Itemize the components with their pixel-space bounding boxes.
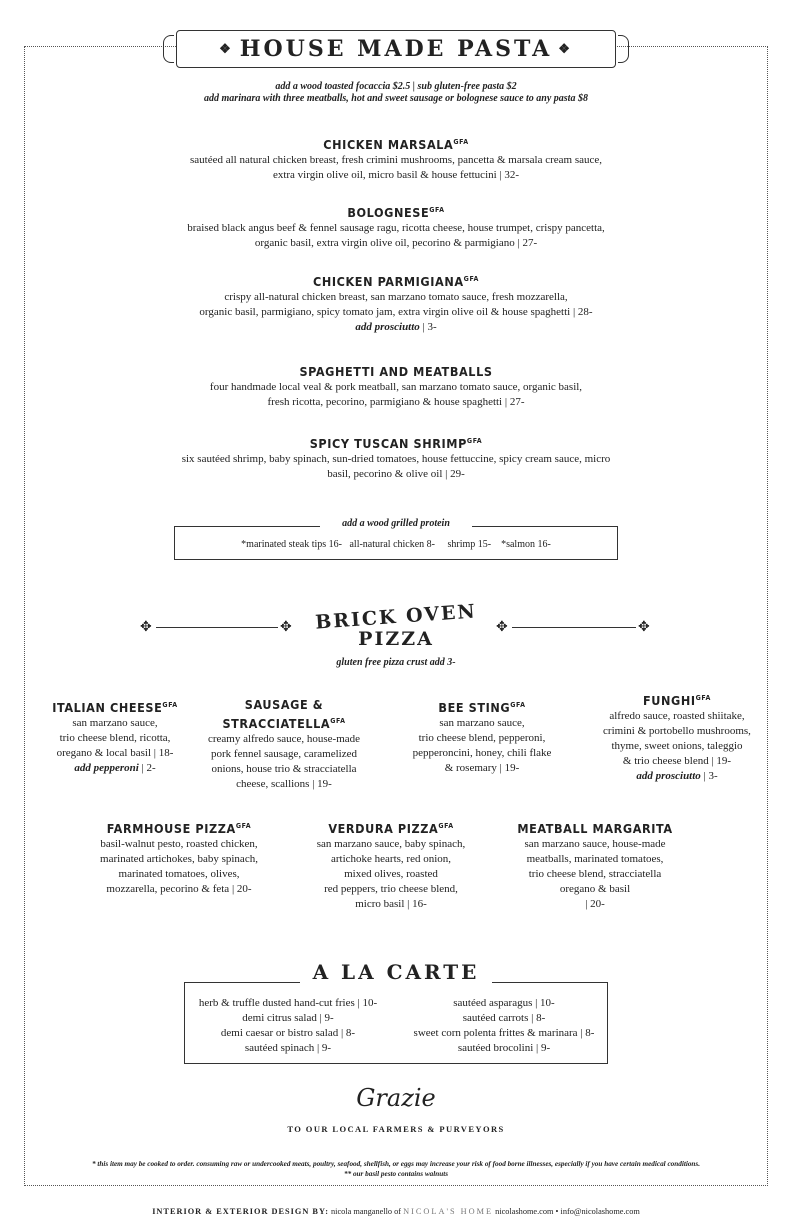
menu-item xyxy=(198,697,370,792)
dish-description: san marzano sauce, baby spinach, xyxy=(316,838,466,851)
menu-item xyxy=(0,271,792,335)
dish-description: basil-walnut pesto, roasted chicken, xyxy=(100,838,258,851)
pizza-note: gluten free pizza crust add 3- xyxy=(336,657,456,668)
thanks-line: TO OUR LOCAL FARMERS & PURVEYORS xyxy=(287,1124,505,1134)
footer-contact: nicolashome.com • info@nicolashome.com xyxy=(493,1207,640,1216)
menu-item xyxy=(0,433,792,482)
dish-name: MEATBALL MARGARITA xyxy=(517,821,673,837)
list-item: demi citrus salad | 9- xyxy=(242,1012,334,1024)
disclaimer: * this item may be cooked to order. consuming raw or undercooked meats, poultry, seafood, shellfish, or eggs may increase your risk of food borne illnesses, especially if you have certain medical conditions. xyxy=(91,1160,701,1168)
fleur-ornament-icon: ✥ xyxy=(140,620,152,635)
dish-description: micro basil | 16- xyxy=(355,898,427,911)
carte-left-list xyxy=(190,996,386,1056)
footer-label: INTERIOR & EXTERIOR DESIGN BY: xyxy=(152,1207,329,1216)
menu-item xyxy=(0,134,792,183)
pasta-note: add marinara with three meatballs, hot and sweet sausage or bolognese sauce to any pasta $8 xyxy=(204,93,588,104)
protein-items: *marinated steak tips 16- all-natural chicken 8- shrimp 15- *salmon 16- xyxy=(241,539,551,550)
dish-name: CHICKEN $PARMIGIANA^{GFA}$ xyxy=(312,274,480,290)
dish-description: & rosemary | 19- xyxy=(444,762,520,775)
menu-item xyxy=(296,818,486,912)
dish-name: BEE $STING^{GFA}$ xyxy=(438,700,526,716)
brand-logo: NICOLA'S HOME xyxy=(403,1207,494,1216)
footer-designer: nicola manganello of xyxy=(328,1207,404,1216)
menu-item xyxy=(592,690,762,784)
dish-description: cheese, scallions | 19- xyxy=(236,778,332,791)
dish-description: extra virgin olive oil, micro basil & house fettucini | 32- xyxy=(272,169,520,182)
diamond-ornament-icon: ❖ xyxy=(558,41,573,57)
pizza-title-line: BRICK OVEN xyxy=(314,600,478,634)
dish-addon: add prosciutto | 3- xyxy=(636,770,718,783)
list-item: herb & truffle dusted hand-cut fries | 10- xyxy=(198,997,378,1009)
dish-description: fresh ricotta, pecorino, parmigiano & house spaghetti | 27- xyxy=(267,396,525,409)
dish-description: & trio cheese blend | 19- xyxy=(622,755,732,768)
menu-item xyxy=(396,697,568,776)
dish-description: thyme, sweet onions, taleggio xyxy=(611,740,743,753)
page-title xyxy=(176,30,616,68)
list-item: demi caesar or bistro salad | 8- xyxy=(220,1027,356,1039)
list-item: sautéed spinach | 9- xyxy=(244,1042,332,1054)
dish-description: red peppers, trio cheese blend, xyxy=(324,883,458,896)
dish-addon: add pepperoni | 2- xyxy=(74,762,156,775)
dish-description: basil, pecorino & olive oil | 29- xyxy=(327,468,465,481)
dish-description: meatballs, marinated tomatoes, xyxy=(526,853,664,866)
dish-description: trio cheese blend, ricotta, xyxy=(59,732,171,745)
dish-name: FARMHOUSE $PIZZA^{GFA}$ xyxy=(106,821,252,837)
pasta-note: add a wood toasted focaccia $2.5 | sub gluten-free pasta $2 xyxy=(275,81,517,92)
dish-description: onions, house trio & stracciatella xyxy=(211,763,357,776)
dish-description: san marzano sauce, house-made xyxy=(524,838,666,851)
dish-description: san marzano sauce, xyxy=(72,717,158,730)
dish-name: $FUNGHI^{GFA}$ xyxy=(643,693,711,709)
fleur-ornament-icon: ✥ xyxy=(280,620,292,635)
dish-description: alfredo sauce, roasted shiitake, xyxy=(609,710,745,723)
disclaimer-note: ** our basil pesto contains walnuts xyxy=(343,1170,449,1178)
dish-description: pepperoncini, honey, chili flake xyxy=(412,747,552,760)
dish-description: pork fennel sausage, caramelized xyxy=(211,748,357,761)
dish-addon: add prosciutto | 3- xyxy=(355,321,437,334)
carte-right-list xyxy=(406,996,602,1056)
dish-description: organic basil, parmigiano, spicy tomato jam, extra virgin olive oil & house spaghetti | 28- xyxy=(199,306,593,319)
section-title: A LA CARTE xyxy=(300,960,492,986)
page-title-text: HOUSE MADE PASTA xyxy=(239,36,553,62)
pizza-title-line: PIZZA xyxy=(358,628,434,650)
dish-description: sautéed all natural chicken breast, fresh crimini mushrooms, pancetta & marsala cream sauce, xyxy=(189,154,603,167)
dish-description: | 20- xyxy=(585,898,605,911)
diamond-ornament-icon: ❖ xyxy=(219,41,234,57)
dish-name: CHICKEN $MARSALA^{GFA}$ xyxy=(323,137,469,153)
fleur-ornament-icon: ✥ xyxy=(496,620,508,635)
dish-description: organic basil, extra virgin olive oil, pecorino & parmigiano | 27- xyxy=(254,237,538,250)
dish-description: oregano & basil xyxy=(559,883,631,896)
dish-description: san marzano sauce, xyxy=(439,717,525,730)
list-item: sautéed asparagus | 10- xyxy=(453,997,555,1009)
dish-name: $BOLOGNESE^{GFA}$ xyxy=(347,205,445,221)
protein-title: add a wood grilled protein xyxy=(320,517,472,530)
list-item: sweet corn polenta frittes & marinara | 8- xyxy=(413,1027,595,1039)
dish-name: SAUSAGE & $STRACCIATELLA^{GFA}$ xyxy=(222,697,346,732)
dish-description: braised black angus beef & fennel sausage ragu, ricotta cheese, house trumpet, crispy pancetta, xyxy=(187,222,605,235)
dish-description: crimini & portobello mushrooms, xyxy=(603,725,751,738)
dish-description: artichoke hearts, red onion, xyxy=(330,853,452,866)
grazie-script: Grazie xyxy=(356,1084,436,1112)
dish-description: trio cheese blend, pepperoni, xyxy=(418,732,546,745)
dish-description: mixed olives, roasted xyxy=(344,868,438,881)
dish-name: SPICY TUSCAN $SHRIMP^{GFA}$ xyxy=(309,436,483,452)
dish-description: oregano & local basil | 18- xyxy=(56,747,174,760)
dish-name: ITALIAN $CHEESE^{GFA}$ xyxy=(52,700,178,716)
list-item: sautéed brocolini | 9- xyxy=(457,1042,551,1054)
dish-description: marinated artichokes, baby spinach, xyxy=(100,853,258,866)
section-title xyxy=(0,600,792,650)
dish-description: marinated tomatoes, olives, xyxy=(118,868,240,881)
dish-description: four handmade local veal & pork meatball, san marzano tomato sauce, organic basil, xyxy=(209,381,583,394)
footer xyxy=(0,1207,792,1216)
dish-description: six sautéed shrimp, baby spinach, sun-dried tomatoes, house fettuccine, spicy cream sauce, micro xyxy=(181,453,611,466)
dish-name: VERDURA $PIZZA^{GFA}$ xyxy=(328,821,454,837)
menu-item xyxy=(0,361,792,410)
dish-name: SPAGHETTI AND MEATBALLS xyxy=(299,364,493,380)
dish-description: mozzarella, pecorino & feta | 20- xyxy=(106,883,252,896)
fleur-ornament-icon: ✥ xyxy=(638,620,650,635)
dish-description: trio cheese blend, stracciatella xyxy=(528,868,662,881)
menu-item xyxy=(500,818,690,912)
dish-description: creamy alfredo sauce, house-made xyxy=(207,733,361,746)
menu-item xyxy=(40,697,190,776)
menu-item xyxy=(84,818,274,897)
list-item: sautéed carrots | 8- xyxy=(462,1012,546,1024)
dish-description: crispy all-natural chicken breast, san marzano tomato sauce, fresh mozzarella, xyxy=(224,291,568,304)
menu-item xyxy=(0,202,792,251)
